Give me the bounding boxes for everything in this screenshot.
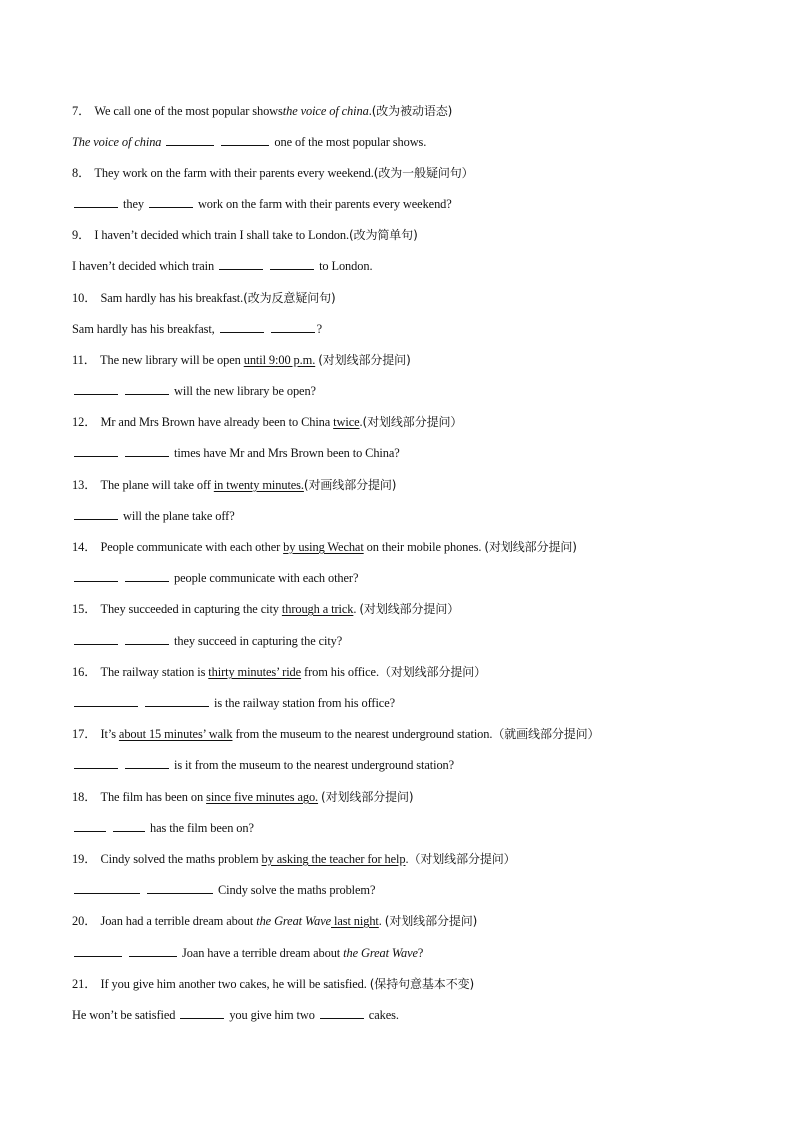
- answer-16: is the railway station from his office?: [72, 695, 754, 711]
- underlined-part: in twenty minutes.: [213, 478, 304, 492]
- question-19: 19． Cindy solved the maths problem by asking the teacher for help.（对划线部分提问）: [72, 852, 516, 866]
- answer-18: has the film been on?: [72, 820, 754, 836]
- answer-blank[interactable]: [129, 946, 177, 957]
- answer-14: people communicate with each other?: [72, 570, 754, 586]
- answer-blank[interactable]: [145, 696, 209, 707]
- answer-blank[interactable]: [125, 384, 169, 395]
- answer-8: they work on the farm with their parents every weekend?: [72, 196, 754, 212]
- answer-12: times have Mr and Mrs Brown been to China?: [72, 445, 754, 461]
- answer-blank[interactable]: [74, 821, 106, 832]
- answer-blank[interactable]: [149, 197, 193, 208]
- answer-15: they succeed in capturing the city?: [72, 633, 754, 649]
- question-15: 15． They succeeded in capturing the city through a trick. (对划线部分提问）: [72, 602, 460, 616]
- answer-blank[interactable]: [220, 322, 264, 333]
- answer-blank[interactable]: [74, 946, 122, 957]
- answer-blank[interactable]: [221, 135, 269, 146]
- answer-blank[interactable]: [125, 446, 169, 457]
- answer-blank[interactable]: [125, 758, 169, 769]
- underlined-part: last night: [331, 914, 379, 928]
- question-13: 13． The plane will take off in twenty minutes.(对画线部分提问): [72, 478, 397, 492]
- answer-13: will the plane take off?: [72, 508, 754, 524]
- answer-blank[interactable]: [74, 384, 118, 395]
- question-21: 21． If you give him another two cakes, he will be satisfied. (保持句意基本不变): [72, 977, 475, 991]
- question-14: 14． People communicate with each other by using Wechat on their mobile phones. (对划线部分提问): [72, 540, 577, 554]
- answer-blank[interactable]: [113, 821, 145, 832]
- underlined-part: since five minutes ago.: [206, 790, 319, 804]
- answer-blank[interactable]: [147, 883, 213, 894]
- underlined-part: through a trick: [281, 602, 354, 616]
- underlined-part: twice: [333, 415, 360, 429]
- answer-11: will the new library be open?: [72, 383, 754, 399]
- answer-blank[interactable]: [270, 259, 314, 270]
- answer-19: Cindy solve the maths problem?: [72, 882, 754, 898]
- answer-blank[interactable]: [125, 634, 169, 645]
- underlined-part: by asking the teacher for help: [261, 852, 406, 866]
- answer-blank[interactable]: [74, 696, 138, 707]
- underlined-part: by using Wechat: [283, 540, 364, 554]
- question-20: 20． Joan had a terrible dream about the Great Wave last night. (对划线部分提问): [72, 914, 478, 928]
- answer-blank[interactable]: [74, 197, 118, 208]
- answer-blank[interactable]: [320, 1008, 364, 1019]
- question-9: 9． I haven’t decided which train I shall take to London.(改为简单句): [72, 228, 418, 242]
- answer-blank[interactable]: [74, 446, 118, 457]
- answer-17: is it from the museum to the nearest underground station?: [72, 757, 754, 773]
- underlined-part: thirty minutes’ ride: [208, 665, 302, 679]
- question-11: 11． The new library will be open until 9:00 p.m. (对划线部分提问): [72, 353, 411, 367]
- answer-blank[interactable]: [271, 322, 315, 333]
- question-10: 10． Sam hardly has his breakfast.(改为反意疑问句): [72, 291, 336, 305]
- question-8: 8． They work on the farm with their parents every weekend.(改为一般疑问句）: [72, 166, 474, 180]
- question-18: 18． The film has been on since five minutes ago. (对划线部分提问): [72, 790, 414, 804]
- answer-blank[interactable]: [125, 571, 169, 582]
- question-16: 16． The railway station is thirty minutes’ ride from his office.（对划线部分提问）: [72, 665, 487, 679]
- answer-blank[interactable]: [74, 634, 118, 645]
- underlined-part: until 9:00 p.m.: [243, 353, 316, 367]
- answer-7: The voice of china one of the most popular shows.: [72, 135, 427, 149]
- question-12: 12． Mr and Mrs Brown have already been to China twice.(对划线部分提问）: [72, 415, 463, 429]
- answer-blank[interactable]: [74, 509, 118, 520]
- answer-blank[interactable]: [74, 758, 118, 769]
- answer-10: Sam hardly has his breakfast, ?: [72, 322, 323, 336]
- answer-9: I haven’t decided which train to London.: [72, 259, 373, 273]
- answer-blank[interactable]: [74, 883, 140, 894]
- answer-21: He won’t be satisfied you give him two cakes.: [72, 1008, 399, 1022]
- answer-20: Joan have a terrible dream about the Great Wave?: [72, 945, 754, 961]
- underlined-part: about 15 minutes’ walk: [118, 727, 233, 741]
- answer-blank[interactable]: [219, 259, 263, 270]
- question-7: 7． We call one of the most popular showsthe voice of china.(改为被动语态): [72, 104, 453, 118]
- answer-blank[interactable]: [166, 135, 214, 146]
- answer-blank[interactable]: [74, 571, 118, 582]
- answer-blank[interactable]: [180, 1008, 224, 1019]
- question-17: 17． It’s about 15 minutes’ walk from the museum to the nearest underground station.（就画线部分提问）: [72, 727, 600, 741]
